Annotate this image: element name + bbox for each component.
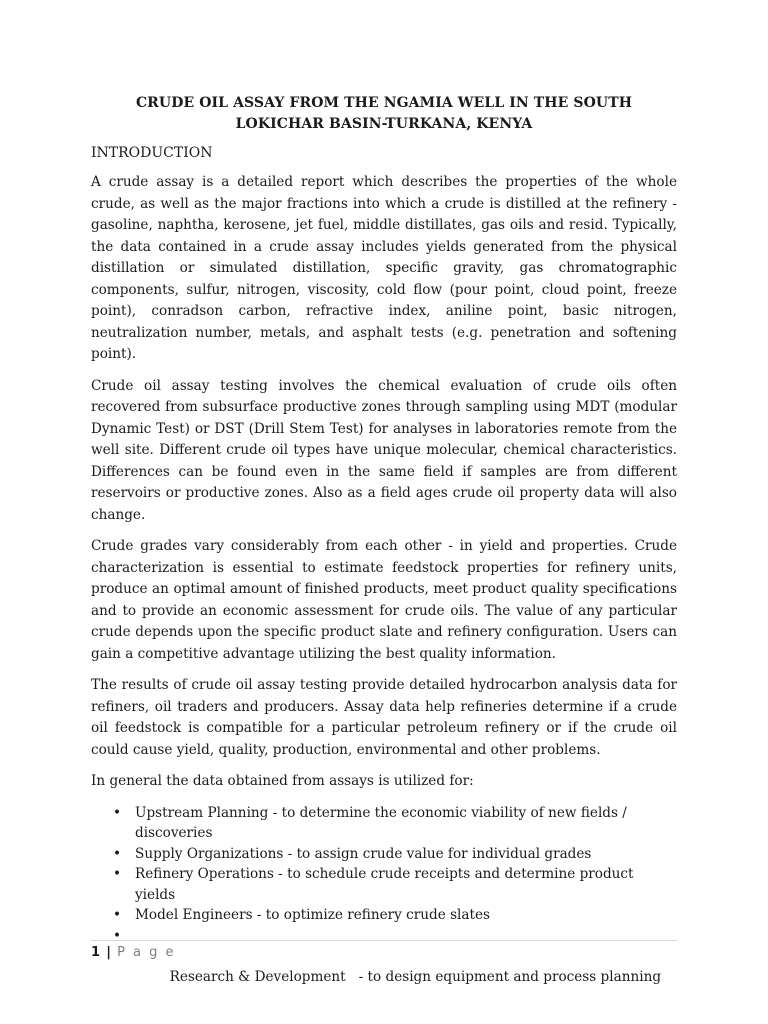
bullet-icon: • <box>113 845 122 862</box>
page-footer <box>91 940 677 962</box>
list-item-text: Model Engineers - to optimize refinery crude slates <box>135 907 490 923</box>
list-item-text: Supply Organizations - to assign crude value for individual grades <box>135 845 592 862</box>
paragraph: Crude oil assay testing involves the chemical evaluation of crude oils often recovered from subsurface productive zones through sampling using MDT (modular Dynamic Test) or DST (Drill Stem Test) for analyses in laboratories remote from the well site. Different crude oil types have unique molecular, chemical characteristics. Differences can be found even in the same field if samples are from different reservoirs or productive zones. Also as a field ages crude oil property data will also change. <box>91 377 677 523</box>
bullet-icon: • <box>113 866 122 882</box>
list-item <box>91 844 677 865</box>
paragraph: The results of crude oil assay testing provide detailed hydrocarbon analysis data for refiners, oil traders and producers. Assay data help refineries determine if a crude oil feedstock is compatible for a particular petroleum refinery or if the crude oil could cause yield, quality, production, environmental and other problems. <box>91 677 677 758</box>
bullet-icon: • <box>113 907 122 923</box>
paragraph: A crude assay is a detailed report which describes the properties of the whole crude, as well as the major fractions into which a crude is distilled at the refinery - gasoline, naphtha, kerosene, jet fuel, middle distillates, gas oils and resid. Typically, the data contained in a crude assay includes yields generated from the physical distillation or simulated distillation, specific gravity, gas chromatographic components, sulfur, nitrogen, viscosity, cold flow (pour point, cloud point, freeze point), conradson carbon, refractive index, aniline point, basic nitrogen, neutralization number, metals, and asphalt tests (e.g. penetration and softening point). <box>91 174 677 362</box>
bullet-icon: • <box>113 927 122 944</box>
usage-list <box>91 803 677 1008</box>
paragraph: In general the data obtained from assays is utilized for: <box>91 773 474 789</box>
list-item-text: Upstream Planning - to determine the economic viability of new fields / discoveries <box>135 804 627 841</box>
footer-separator: | <box>106 945 111 960</box>
list-item-text: Refinery Operations - to schedule crude receipts and determine product yields <box>135 866 634 903</box>
list-item-text: Research & Development - to design equipment and process planning <box>169 968 662 985</box>
list-item <box>91 864 677 905</box>
page-number: 1 <box>91 945 101 960</box>
paragraph: Crude grades vary considerably from each other - in yield and properties. Crude characterization is essential to estimate feedstock properties for refinery units, produce an optimal amount of finished products, meet product quality specifications and to provide an economic assessment for crude oils. The value of any particular crude depends upon the specific product slate and refinery configuration. Users can gain a competitive advantage utilizing the best quality information. <box>91 538 677 662</box>
document-title: CRUDE OIL ASSAY FROM THE NGAMIA WELL IN THE SOUTH LOKICHAR BASIN-TURKANA, KENYA <box>135 95 633 132</box>
document-body <box>91 172 677 1008</box>
page-label: P a g e <box>117 945 176 960</box>
section-heading: INTRODUCTION <box>91 145 213 161</box>
bullet-icon: • <box>113 804 122 821</box>
list-item <box>91 905 677 926</box>
list-item <box>91 803 677 844</box>
list-item <box>91 926 677 1008</box>
